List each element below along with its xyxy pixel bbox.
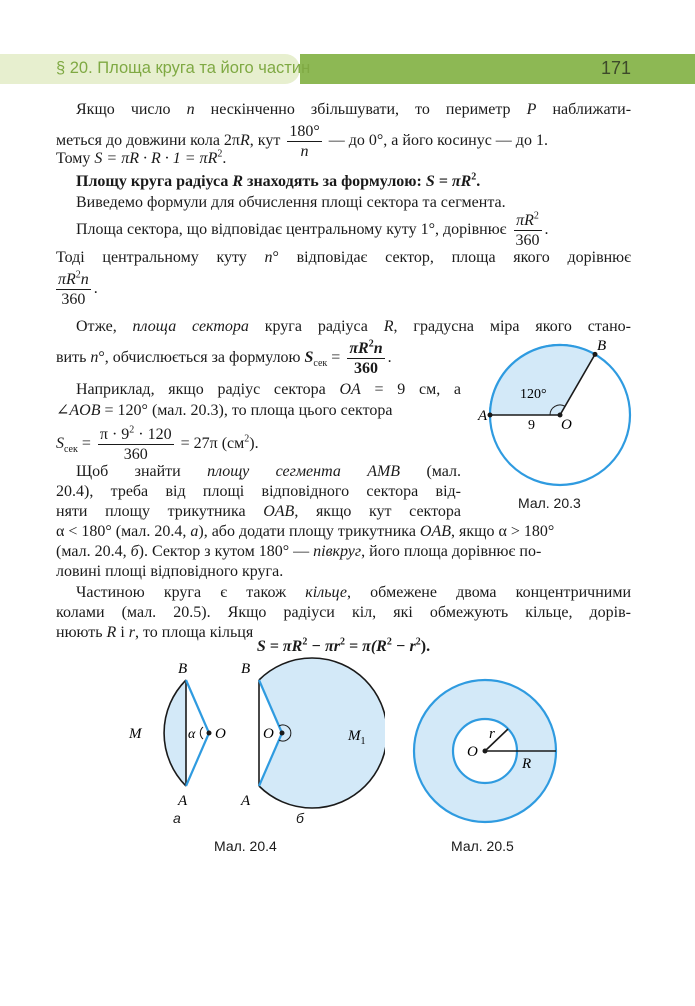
point-O [483, 749, 488, 754]
label-O: O [215, 726, 226, 742]
p6-line2: колами (мал. 20.5). Якщо радіуси кіл, які обмежують кільце, дорів- [56, 604, 631, 621]
segment-fill [164, 680, 186, 786]
fraction-piR2n-360: $\frac{\pi R^2n}{360}$ [58, 269, 89, 308]
label-r: r [489, 726, 495, 742]
angle-arc [200, 727, 203, 739]
p3-line2: вить n°, обчислюється за формулою $S_{сек}$ = $\frac{\pi R^2n}{360}$ . [56, 338, 392, 377]
p2-line2: Тоді центральному куту n° відповідає сектор, площа якого дорівнює [56, 249, 632, 266]
p6-line3: нюють R і r, то площа кільця [56, 624, 254, 641]
p2-line1: Площа сектора, що відповідає центральному куту 1°, дорівнює $\frac{\pi R^2}{360}$ . [76, 210, 549, 249]
sublabel-a: а [173, 810, 181, 826]
p3-line1: Отже, площа сектора круга радіуса R, градусна міра якого стано- [76, 318, 631, 335]
p5-line2: 20.4), треба від площі відповідного сектора від- [56, 483, 461, 500]
point-O [207, 731, 212, 736]
label-B: B [597, 338, 607, 354]
label-M: M [129, 726, 142, 742]
fraction-example: $\frac{\pi \cdot 9^2 \cdot 120}{360}$ [99, 424, 172, 463]
p5-line6: ловині площі відповідного круга. [56, 563, 284, 580]
figure-20-3 [470, 330, 640, 498]
figure-20-4b [235, 655, 385, 815]
point-O [280, 731, 285, 736]
sector-fill [490, 345, 595, 415]
label-B: B [178, 661, 188, 677]
label-O: O [561, 417, 572, 433]
caption-20-5: Мал. 20.5 [451, 838, 514, 854]
fraction-piR2-360: $\frac{\pi R^2}{360}$ [515, 210, 540, 249]
radius-OB [186, 680, 209, 733]
figure-20-5 [405, 676, 565, 836]
p5-line1: Щоб знайти площу сегмента AMB (мал. [76, 463, 462, 480]
p4-line1: Наприклад, якщо радіус сектора OA = 9 см, а [76, 381, 462, 398]
label-A: A [241, 793, 251, 809]
ring-formula: $S = \pi R^2 - \pi r^2 = \pi(R^2 - r^2)$. [256, 636, 431, 655]
page-number: 171 [600, 58, 631, 78]
point-A [488, 413, 493, 418]
label-M1: $M_1$ [348, 728, 366, 747]
label-alpha: α [188, 727, 196, 742]
label-angle: 120° [520, 387, 547, 402]
section-title: § 20. Площа круга та його частин [56, 59, 311, 77]
caption-20-3: Мал. 20.3 [518, 495, 581, 511]
p1-line3: Тому $S = \pi R \cdot R \cdot 1 = \pi R^2$. [56, 148, 227, 167]
fraction-sector-formula: $\frac{\pi R^2n}{360}$ [349, 338, 383, 377]
p4-line3: $S_{сек}$ = $\frac{\pi \cdot 9^2 \cdot 120}{360}$ = 27π $(см^2)$. [56, 424, 259, 463]
intro-line: Виведемо формули для обчислення площі сектора та сегмента. [76, 194, 506, 211]
p5-line5: (мал. 20.4, б). Сектор з кутом 180° — півкруг, його площа дорівнює по- [56, 543, 542, 560]
label-O: O [263, 726, 274, 742]
page-header [0, 54, 695, 84]
p1-line1: Якщо число n нескінченно збільшувати, то периметр P наближати- [76, 101, 632, 118]
label-O: O [467, 744, 478, 760]
label-A: A [178, 793, 188, 809]
label-B: B [241, 661, 251, 677]
p2-line3: $\frac{\pi R^2n}{360}$ . [58, 269, 98, 308]
fraction-180-n: $\frac{180^\circ}{n}$ [289, 123, 320, 160]
p6-line1: Частиною круга є також кільце, обмежене двома концентричними [76, 584, 632, 601]
label-radius: 9 [528, 418, 535, 433]
label-R: R [522, 756, 532, 772]
p4-line2: ∠AOB = 120° (мал. 20.3), то площа цього сектора [56, 402, 393, 419]
p5-line3: няти площу трикутника OAB, якщо кут сектора [56, 503, 461, 520]
p1-line2: меться до довжини кола 2πR, кут $\frac{180^\circ}{n}$ — до 0°, а його косинус — до 1. [56, 123, 548, 160]
p5-line4: α < 180° (мал. 20.4, а), або додати площу трикутника OAB, якщо α > 180° [56, 523, 555, 540]
label-A: A [478, 408, 488, 424]
caption-20-4: Мал. 20.4 [214, 838, 277, 854]
sublabel-b: б [296, 810, 304, 826]
area-rule: Площу круга радіуса R знаходять за формулою: $S = \pi R^2$. [76, 171, 481, 190]
figure-20-4a [120, 655, 240, 815]
header-green-band [300, 54, 695, 84]
